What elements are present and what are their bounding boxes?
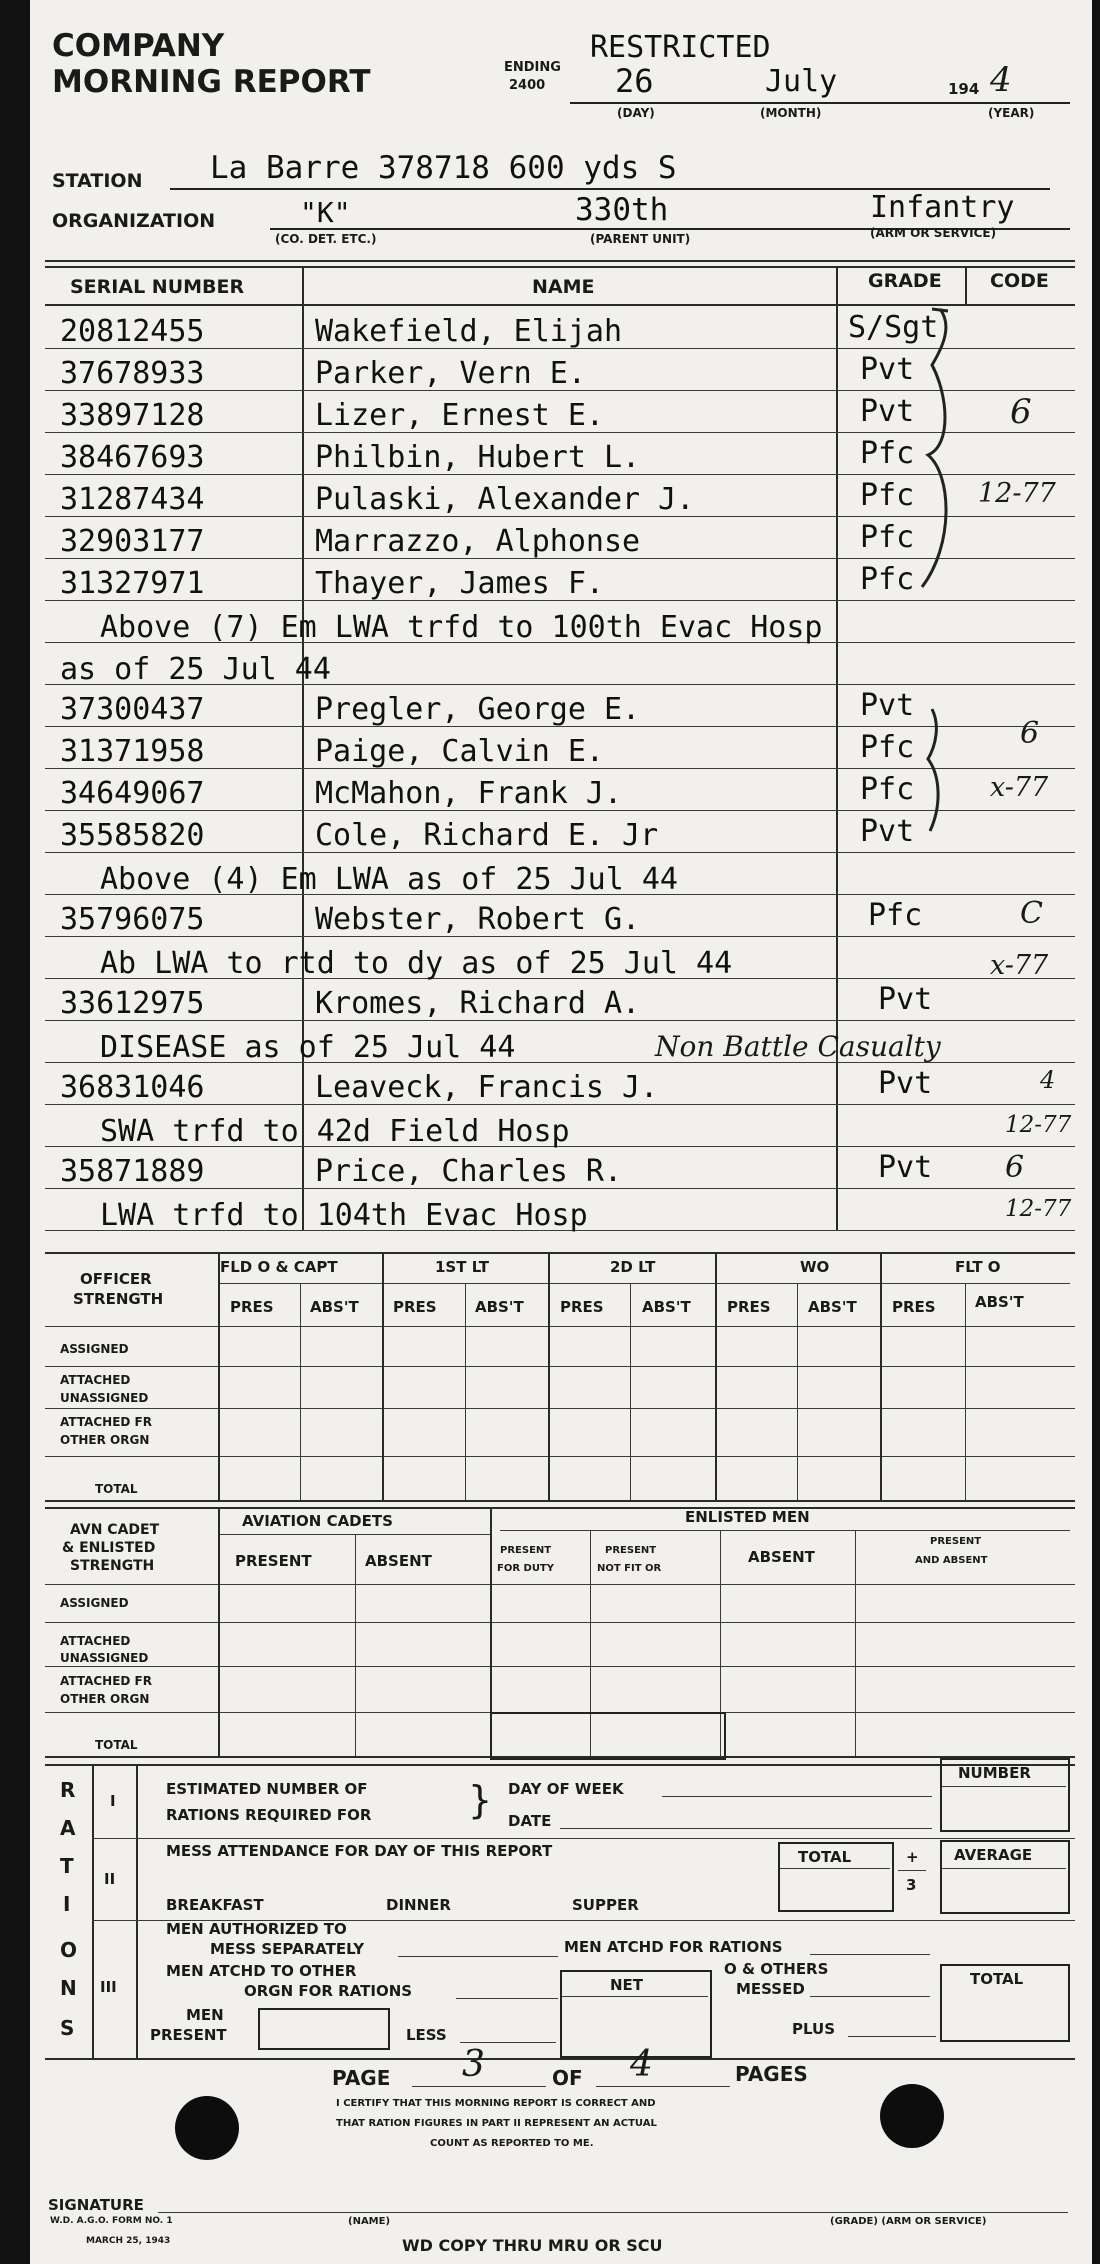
- remark-line: SWA trfd to 42d Field Hosp: [100, 1114, 570, 1149]
- col-serial-number: SERIAL NUMBER: [70, 276, 245, 298]
- men-atchd-for-rations-label: MEN ATCHD FOR RATIONS: [564, 1938, 783, 1956]
- row-name: McMahon, Frank J.: [315, 776, 623, 811]
- enlisted-men-header: ENLISTED MEN: [685, 1508, 810, 1526]
- pres-header: PRES: [393, 1298, 437, 1316]
- arm-of-service: Infantry: [870, 190, 1015, 225]
- title-line-1: COMPANY: [52, 28, 225, 64]
- row-name: Parker, Vern E.: [315, 356, 586, 391]
- present-not-fit: NOT FIT OR: [597, 1563, 662, 1574]
- plus-sign: +: [906, 1848, 919, 1866]
- dinner-label: DINNER: [386, 1896, 451, 1914]
- supper-label: SUPPER: [572, 1896, 639, 1914]
- estimated-number-label: ESTIMATED NUMBER OF: [166, 1780, 368, 1798]
- row-name: Kromes, Richard A.: [315, 986, 641, 1021]
- certify-text: I CERTIFY THAT THIS MORNING REPORT IS CORRECT AND: [336, 2098, 656, 2109]
- officer-row-label: OTHER ORGN: [60, 1433, 150, 1447]
- grade-label: (GRADE) (ARM OR SERVICE): [830, 2216, 987, 2227]
- handwritten-code: 6: [1005, 1150, 1025, 1185]
- handwritten-non-battle-casualty: Non Battle Casualty: [655, 1030, 941, 1063]
- present-for-duty: FOR DUTY: [497, 1563, 554, 1574]
- col-code: CODE: [990, 270, 1049, 292]
- row-name: Cole, Richard E. Jr: [315, 818, 659, 853]
- row-serial: 37678933: [60, 356, 205, 391]
- remark-line: as of 25 Jul 44: [60, 652, 331, 687]
- row-name: Marrazzo, Alphonse: [315, 524, 641, 559]
- men-authorized-label: MESS SEPARATELY: [210, 1940, 365, 1958]
- arm-label: (ARM OR SERVICE): [870, 226, 997, 240]
- enlisted-row-label: TOTAL: [95, 1738, 138, 1752]
- row-serial: 31327971: [60, 566, 205, 601]
- officer-row-label: UNASSIGNED: [60, 1391, 149, 1405]
- day-label: (DAY): [617, 106, 655, 120]
- officer-group: 1ST LT: [435, 1258, 490, 1276]
- officer-row-label: TOTAL: [95, 1482, 138, 1496]
- section-number: III: [100, 1978, 117, 1996]
- certify-text: COUNT AS REPORTED TO ME.: [430, 2138, 594, 2149]
- parent-unit: 330th: [575, 192, 669, 228]
- men-atchd-label: MEN ATCHD TO OTHER: [166, 1962, 357, 1980]
- rations-letter: N: [60, 1976, 77, 2000]
- row-grade: Pvt: [860, 814, 915, 849]
- officer-label: STRENGTH: [73, 1290, 164, 1308]
- enlisted-row-label: ATTACHED FR: [60, 1674, 152, 1688]
- row-grade: Pvt: [860, 352, 915, 387]
- total-box: [490, 1712, 726, 1760]
- pres-header: PRES: [230, 1298, 274, 1316]
- men-authorized-label: MEN AUTHORIZED TO: [166, 1920, 347, 1938]
- row-name: Thayer, James F.: [315, 566, 604, 601]
- row-name: Leaveck, Francis J.: [315, 1070, 659, 1105]
- row-grade: Pfc: [860, 436, 915, 471]
- of-label: OF: [552, 2066, 583, 2090]
- enlisted-absent: ABSENT: [748, 1548, 815, 1566]
- absent-header: ABS'T: [642, 1298, 691, 1316]
- month-label: (MONTH): [760, 106, 822, 120]
- present-and-absent: AND ABSENT: [915, 1555, 988, 1566]
- certify-text: THAT RATION FIGURES IN PART II REPRESENT AN ACTUAL: [336, 2118, 657, 2129]
- row-serial: 31371958: [60, 734, 205, 769]
- report-day: 26: [615, 62, 654, 100]
- men-atchd-label: ORGN FOR RATIONS: [244, 1982, 413, 2000]
- col-name: NAME: [532, 276, 595, 298]
- row-name: Pregler, George E.: [315, 692, 641, 727]
- plus-label: PLUS: [792, 2020, 836, 2038]
- rations-letter: S: [60, 2016, 75, 2040]
- form-number: W.D. A.G.O. FORM NO. 1: [50, 2216, 173, 2226]
- restricted-stamp: RESTRICTED: [590, 30, 771, 65]
- row-grade: Pvt: [860, 688, 915, 723]
- organization-value: "K": [300, 196, 351, 229]
- present-and-absent: PRESENT: [930, 1536, 982, 1547]
- enlisted-row-label: OTHER ORGN: [60, 1692, 150, 1706]
- pres-header: PRES: [727, 1298, 771, 1316]
- row-serial: 35796075: [60, 902, 205, 937]
- men-present-box: [258, 2008, 390, 2050]
- row-grade: Pvt: [878, 982, 933, 1017]
- enlisted-label: AVN CADET: [70, 1522, 160, 1538]
- morning-report-sheet: [30, 0, 1092, 2264]
- row-name: Pulaski, Alexander J.: [315, 482, 695, 517]
- number-label: NUMBER: [958, 1764, 1031, 1782]
- rations-letter: A: [60, 1816, 76, 1840]
- row-grade: Pfc: [860, 730, 915, 765]
- handwritten-code: 12-77: [1005, 1112, 1072, 1138]
- total-label: TOTAL: [970, 1970, 1024, 1988]
- rations-required-label: RATIONS REQUIRED FOR: [166, 1806, 372, 1824]
- section-number: I: [110, 1792, 116, 1810]
- officer-row-label: ATTACHED: [60, 1373, 131, 1387]
- row-grade: S/Sgt: [848, 310, 939, 345]
- officer-group: FLT O: [955, 1258, 1001, 1276]
- officer-group: WO: [800, 1258, 830, 1276]
- rations-letter: O: [60, 1938, 78, 1962]
- row-serial: 35871889: [60, 1154, 205, 1189]
- absent-header: ABS'T: [475, 1298, 524, 1316]
- officer-group: FLD O & CAPT: [220, 1258, 338, 1276]
- remark-line: DISEASE as of 25 Jul 44: [100, 1030, 516, 1065]
- present-for-duty: PRESENT: [500, 1545, 552, 1556]
- row-serial: 33897128: [60, 398, 205, 433]
- ending-label: ENDING: [504, 60, 561, 75]
- page-label: PAGE: [332, 2066, 391, 2090]
- row-name: Philbin, Hubert L.: [315, 440, 641, 475]
- pages-label: PAGES: [735, 2062, 808, 2086]
- day-of-week-label: DAY OF WEEK: [508, 1780, 624, 1798]
- officer-group: 2D LT: [610, 1258, 656, 1276]
- row-grade: Pfc: [860, 772, 915, 807]
- handwritten-code: C: [1020, 896, 1043, 931]
- remark-line: Above (4) Em LWA as of 25 Jul 44: [100, 862, 678, 897]
- form-date: MARCH 25, 1943: [86, 2236, 171, 2246]
- men-present-label: MEN: [186, 2006, 224, 2024]
- row-serial: 33612975: [60, 986, 205, 1021]
- punch-hole: [880, 2084, 944, 2148]
- bracket-mark: [910, 305, 1060, 605]
- officer-label: OFFICER: [80, 1270, 152, 1288]
- parent-unit-label: (PARENT UNIT): [590, 232, 691, 246]
- ending-time: 2400: [509, 78, 546, 93]
- rations-letter: T: [60, 1854, 74, 1878]
- handwritten-code: 4: [1040, 1066, 1056, 1094]
- men-present-label: PRESENT: [150, 2026, 227, 2044]
- row-serial: 34649067: [60, 776, 205, 811]
- absent-header: ABS'T: [310, 1298, 359, 1316]
- row-grade: Pfc: [860, 520, 915, 555]
- name-label: (NAME): [348, 2216, 391, 2227]
- year-label: (YEAR): [988, 106, 1035, 120]
- row-serial: 36831046: [60, 1070, 205, 1105]
- aviation-cadets-header: AVIATION CADETS: [242, 1512, 393, 1530]
- enlisted-label: & ENLISTED: [62, 1540, 156, 1556]
- net-label: NET: [610, 1976, 644, 1994]
- mess-attendance-label: MESS ATTENDANCE FOR DAY OF THIS REPORT: [166, 1842, 553, 1860]
- remark-line: Above (7) Em LWA trfd to 100th Evac Hosp: [100, 610, 823, 645]
- divide-three: 3: [906, 1876, 917, 1894]
- rations-letter: I: [63, 1892, 71, 1916]
- handwritten-code: 6: [1020, 716, 1040, 751]
- co-others-label: MESSED: [736, 1980, 805, 1998]
- year-prefix: 194: [948, 80, 980, 98]
- co-others-label: O & OTHERS: [724, 1960, 829, 1978]
- row-serial: 31287434: [60, 482, 205, 517]
- enlisted-row-label: ASSIGNED: [60, 1596, 129, 1610]
- row-grade: Pfc: [860, 562, 915, 597]
- row-name: Lizer, Ernest E.: [315, 398, 604, 433]
- title-line-2: MORNING REPORT: [52, 64, 371, 100]
- handwritten-code: x-77: [990, 772, 1049, 803]
- row-name: Wakefield, Elijah: [315, 314, 623, 349]
- rations-letter: R: [60, 1778, 76, 1802]
- row-grade: Pvt: [860, 394, 915, 429]
- station-label: STATION: [52, 170, 143, 192]
- remark-line: Ab LWA to rtd to dy as of 25 Jul 44: [100, 946, 733, 981]
- year-digit: 4: [990, 60, 1012, 100]
- absent-header: ABS'T: [808, 1298, 857, 1316]
- wd-copy-label: WD COPY THRU MRU OR SCU: [402, 2236, 663, 2255]
- officer-row-label: ATTACHED FR: [60, 1415, 152, 1429]
- row-grade: Pfc: [868, 898, 923, 933]
- station-value: La Barre 378718 600 yds S: [210, 150, 677, 186]
- report-month: July: [765, 64, 838, 99]
- officer-row-label: ASSIGNED: [60, 1342, 129, 1356]
- date-label: DATE: [508, 1812, 552, 1830]
- total-pages: 4: [630, 2044, 653, 2085]
- breakfast-label: BREAKFAST: [166, 1896, 264, 1914]
- row-serial: 38467693: [60, 440, 205, 475]
- section-number: II: [104, 1870, 116, 1888]
- handwritten-code: 6: [1010, 392, 1032, 432]
- row-grade: Pvt: [878, 1150, 933, 1185]
- enlisted-row-label: UNASSIGNED: [60, 1651, 149, 1665]
- row-name: Price, Charles R.: [315, 1154, 623, 1189]
- punch-hole: [175, 2096, 239, 2160]
- col-grade: GRADE: [868, 270, 942, 292]
- less-label: LESS: [406, 2026, 447, 2044]
- average-label: AVERAGE: [954, 1846, 1033, 1864]
- pres-header: PRES: [560, 1298, 604, 1316]
- handwritten-code: 12-77: [1005, 1196, 1072, 1222]
- row-serial: 32903177: [60, 524, 205, 559]
- row-grade: Pfc: [860, 478, 915, 513]
- absent-header: ABS'T: [975, 1293, 1024, 1311]
- brace-mark: }: [468, 1778, 493, 1822]
- present-not-fit: PRESENT: [605, 1545, 657, 1556]
- handwritten-code: x-77: [990, 950, 1049, 981]
- total-label: TOTAL: [798, 1848, 852, 1866]
- enlisted-label: STRENGTH: [70, 1558, 155, 1574]
- signature-label: SIGNATURE: [48, 2196, 144, 2214]
- row-serial: 20812455: [60, 314, 205, 349]
- row-serial: 35585820: [60, 818, 205, 853]
- row-grade: Pvt: [878, 1066, 933, 1101]
- enlisted-row-label: ATTACHED: [60, 1634, 131, 1648]
- handwritten-code: 12-77: [978, 478, 1056, 509]
- org-sub-label: (CO. DET. ETC.): [275, 232, 377, 246]
- cadets-present: PRESENT: [235, 1552, 312, 1570]
- remark-line: LWA trfd to 104th Evac Hosp: [100, 1198, 588, 1233]
- row-serial: 37300437: [60, 692, 205, 727]
- organization-label: ORGANIZATION: [52, 210, 216, 232]
- page-number: 3: [462, 2044, 485, 2085]
- row-name: Webster, Robert G.: [315, 902, 641, 937]
- row-name: Paige, Calvin E.: [315, 734, 604, 769]
- cadets-absent: ABSENT: [365, 1552, 432, 1570]
- pres-header: PRES: [892, 1298, 936, 1316]
